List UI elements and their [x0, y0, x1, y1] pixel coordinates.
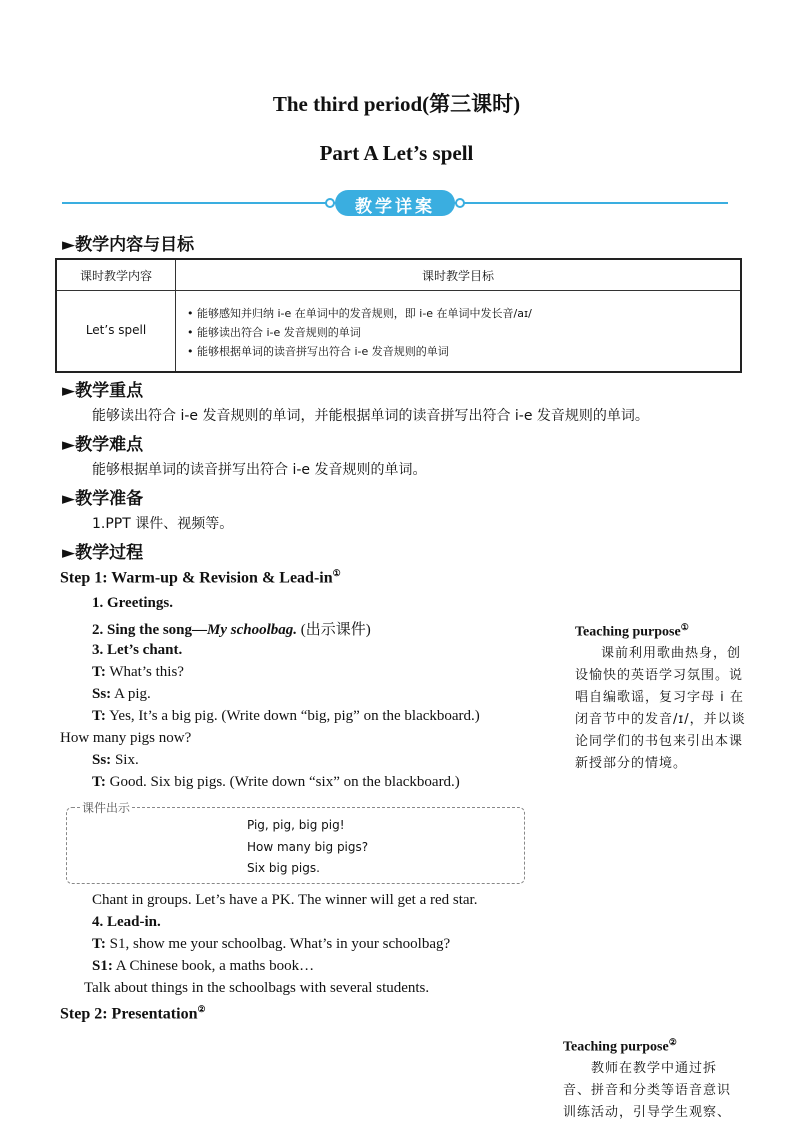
banner-right-dot-icon: [455, 198, 465, 208]
preparation-text: 1.PPT 课件、视频等。: [92, 516, 234, 532]
courseware-label: 课件出示: [82, 801, 131, 815]
dialogue-line: Ss: Six.: [92, 752, 139, 768]
dialogue-line: S1: A Chinese book, a maths book…: [92, 958, 315, 974]
teaching-purpose-2-heading: Teaching purpose②: [563, 1037, 677, 1055]
chant-groups-text: Chant in groups. Let’s have a PK. The winner will get a red star.: [92, 892, 478, 908]
purpose-line: 论同学们的书包来引出本课: [575, 734, 744, 749]
chant-line: Pig, pig, big pig!: [247, 818, 345, 832]
chant-line: Six big pigs.: [247, 861, 320, 875]
dialogue-line: T: S1, show me your schoolbag. What’s in your schoolbag?: [92, 936, 451, 952]
difficulties-text: 能够根据单词的读音拼写出符合 i-e 发音规则的单词。: [92, 462, 427, 478]
dialogue-line: T: Good. Six big pigs. (Write down “six” on the blackboard.): [92, 774, 460, 790]
dialogue-line: Ss: A pig.: [92, 686, 151, 702]
table-header-content: 课时教学内容: [79, 269, 152, 283]
step1-sing: 2. Sing the song—My schoolbag. (出示课件): [92, 622, 371, 638]
purpose-line: 课前利用歌曲热身，创: [601, 646, 742, 661]
banner-label: 教学详案: [355, 197, 435, 217]
dialogue-line-continued: How many pigs now?: [60, 730, 192, 746]
goals-table: [55, 258, 742, 373]
page-subtitle: Part A Let’s spell: [319, 141, 474, 165]
step1-title: Step 1: Warm-up & Revision & Lead-in①: [60, 568, 341, 587]
purpose-line: 训练活动，引导学生观察、: [563, 1105, 732, 1120]
section-heading-difficulties: ►教学难点: [62, 435, 144, 455]
chant-line: How many big pigs?: [247, 840, 369, 854]
banner: [325, 190, 465, 216]
table-divider: [57, 290, 740, 291]
table-header-goals: 课时教学目标: [421, 269, 494, 283]
teaching-purpose-1-heading: Teaching purpose①: [575, 622, 689, 640]
step1-leadin: 4. Lead-in.: [92, 914, 161, 930]
purpose-line: 唱自编歌谣，复习字母 i 在: [575, 690, 744, 705]
dialogue-line: T: What’s this?: [92, 664, 184, 680]
dialogue-line: T: Yes, It’s a big pig. (Write down “big, pig” on the blackboard.): [92, 708, 480, 724]
section-heading-process: ►教学过程: [62, 543, 144, 563]
table-goal-item: • 能够读出符合 i-e 发音规则的单词: [187, 326, 361, 339]
purpose-line: 设愉快的英语学习氛围。说: [575, 668, 744, 683]
teaching-purpose-1-body: [575, 643, 747, 775]
section-heading-preparation: ►教学准备: [62, 489, 144, 509]
step1-chant: 3. Let’s chant.: [92, 642, 183, 658]
talk-text: Talk about things in the schoolbags with several students.: [84, 980, 430, 996]
banner-left-dot-icon: [325, 198, 335, 208]
teaching-purpose-2-body: [563, 1058, 743, 1124]
purpose-line: 闭音节中的发音/ɪ/，并以谈: [575, 712, 746, 727]
step2-title: Step 2: Presentation②: [60, 1004, 206, 1023]
key-points-text: 能够读出符合 i-e 发音规则的单词，并能根据单词的读音拼写出符合 i-e 发音规则的单词。: [92, 408, 649, 424]
table-goal-item: • 能够感知并归纳 i-e 在单词中的发音规则，即 i-e 在单词中发长音/aɪ/: [187, 307, 532, 320]
table-goal-item: • 能够根据单词的读音拼写出符合 i-e 发音规则的单词: [187, 345, 449, 358]
purpose-line: 音、拼音和分类等语音意识: [563, 1083, 732, 1098]
section-heading-key-points: ►教学重点: [62, 381, 144, 401]
purpose-line: 教师在教学中通过拆: [591, 1061, 718, 1076]
purpose-line: 新授部分的情境。: [575, 756, 688, 771]
page-title: The third period(第三课时): [272, 92, 521, 116]
section-heading-content-goals: ►教学内容与目标: [62, 235, 195, 255]
table-cell-content: Let’s spell: [85, 323, 147, 337]
step1-greetings: 1. Greetings.: [92, 595, 173, 611]
